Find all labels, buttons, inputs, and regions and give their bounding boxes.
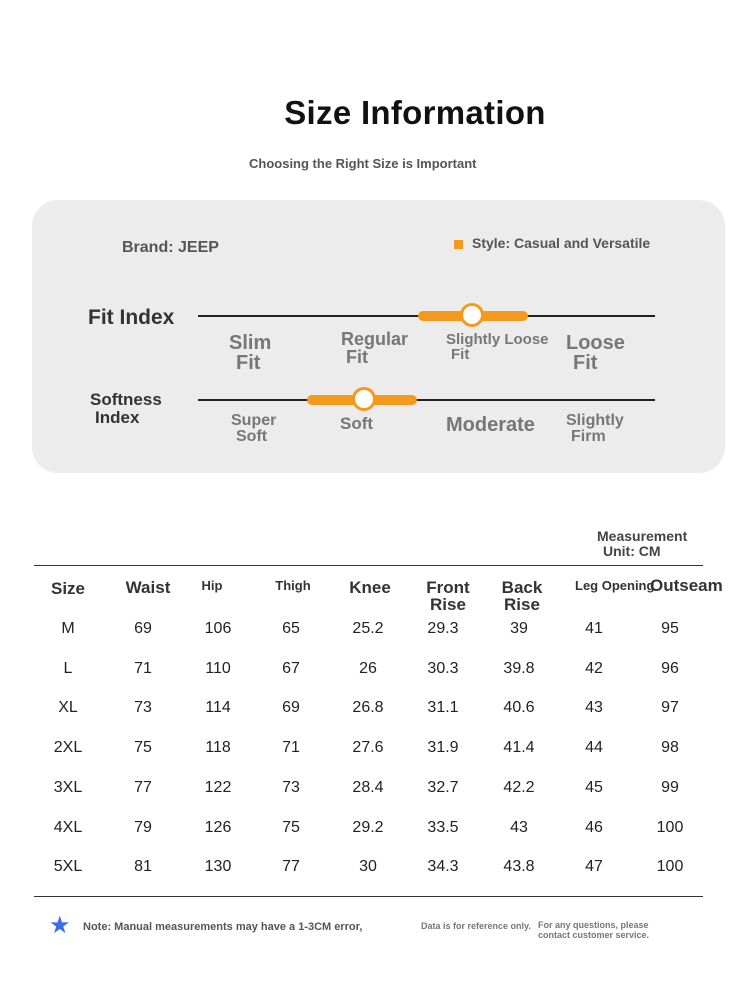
measurement-cell: 27.6 (352, 739, 384, 757)
measurement-cell: 34.3 (427, 858, 459, 876)
measurement-cell: 43.8 (503, 858, 535, 876)
measurement-cell: 73 (134, 699, 152, 717)
fit-option-slightly-loose: Slightly Loose Fit (446, 331, 549, 363)
measurement-cell: 97 (661, 699, 679, 717)
size-cell: 5XL (53, 858, 83, 876)
softness-option-super-soft: Super Soft (231, 412, 277, 445)
measurement-cell: 42.2 (503, 778, 535, 796)
header-thigh: Thigh (275, 578, 311, 593)
measurement-cell: 122 (204, 778, 232, 796)
size-cell: 3XL (53, 778, 83, 796)
measurement-cell: 30.3 (427, 659, 459, 677)
fit-option-loose: Loose Fit (566, 332, 625, 374)
measurement-cell: 30 (359, 858, 377, 876)
softness-option-slightly-firm: Slightly Firm (566, 412, 624, 445)
measurement-cell: 40.6 (503, 699, 535, 717)
measurement-cell: 32.7 (427, 778, 459, 796)
measurement-cell: 100 (656, 858, 684, 876)
measurement-cell: 46 (585, 818, 603, 836)
measurement-cell: 26 (359, 659, 377, 677)
size-cell: XL (58, 699, 78, 717)
measurement-cell: 44 (585, 739, 603, 757)
measurement-cell: 79 (134, 818, 152, 836)
header-outseam: Outseam (650, 576, 723, 595)
measurement-cell: 47 (585, 858, 603, 876)
fit-option-regular: Regular Fit (341, 329, 409, 367)
measurement-cell: 118 (205, 739, 231, 757)
measurement-cell: 29.2 (352, 818, 384, 836)
measurement-cell: 126 (204, 818, 232, 836)
header-knee: Knee (349, 578, 391, 597)
measurement-cell: 75 (134, 739, 152, 757)
square-bullet-icon (454, 240, 463, 249)
softness-option-soft: Soft (340, 414, 374, 433)
size-cell: 4XL (53, 818, 83, 836)
measurement-cell: 95 (661, 620, 679, 637)
measurement-cell: 114 (205, 699, 231, 717)
header-waist: Waist (125, 578, 171, 597)
measurement-cell: 28.4 (352, 778, 384, 796)
star-icon: ★ (49, 912, 71, 939)
measurement-cell: 110 (205, 659, 231, 677)
measurement-cell: 69 (282, 699, 300, 717)
measurement-cell: 41.4 (503, 739, 535, 757)
brand-label: Brand: JEEP (122, 239, 219, 256)
measurement-cell: 25.2 (352, 620, 384, 637)
measurement-cell: 41 (585, 620, 603, 637)
measurement-cell: 130 (204, 858, 232, 876)
measurement-cell: 69 (134, 620, 152, 637)
page-title: Size Information (284, 94, 546, 131)
measurement-cell: 96 (661, 659, 679, 677)
header-back-rise: Back Rise (501, 578, 543, 614)
softness-index-slider-knob (352, 387, 376, 411)
measurement-cell: 31.9 (427, 739, 459, 757)
softness-option-moderate: Moderate (446, 414, 535, 436)
measurement-cell: 43 (585, 699, 603, 717)
measurement-cell: 43 (510, 818, 528, 836)
style-info (454, 235, 650, 251)
measurement-cell: 45 (585, 778, 603, 796)
style-label: Style: Casual and Versatile (472, 235, 651, 251)
fit-index-slider-knob (460, 303, 484, 327)
measurement-cell: 81 (134, 858, 152, 876)
fit-option-slim: Slim Fit (229, 332, 272, 374)
measurement-cell: 77 (134, 778, 152, 796)
measurement-cell: 75 (282, 818, 300, 836)
table-bottom-rule (34, 896, 703, 897)
measurement-cell: 39 (510, 620, 528, 637)
header-size: Size (50, 579, 86, 598)
table-top-rule (34, 565, 703, 566)
footer-note: Note: Manual measurements may have a 1-3CM error, (83, 921, 363, 933)
measurement-cell: 67 (282, 659, 300, 677)
measurement-cell: 65 (282, 620, 300, 637)
measurement-cell: 71 (282, 739, 300, 757)
footer-contact: For any questions, please contact customer service. (538, 920, 650, 940)
size-cell: L (63, 659, 73, 677)
measurement-cell: 42 (585, 659, 603, 677)
measurement-cell: 99 (661, 778, 679, 796)
measurement-cell: 106 (204, 620, 232, 637)
measurement-cell: 39.8 (503, 659, 535, 677)
header-hip: Hip (201, 578, 223, 593)
size-cell: M (61, 620, 75, 637)
measurement-cell: 29.3 (427, 620, 459, 637)
fit-index-label: Fit Index (88, 306, 175, 329)
measurement-cell: 100 (656, 818, 684, 836)
softness-index-track (198, 399, 655, 401)
measurement-unit-note: Measurement Unit: CM (597, 528, 688, 559)
header-leg-opening: Leg Opening (575, 578, 655, 593)
footer-reference: Data is for reference only. (421, 921, 531, 931)
measurement-cell: 98 (661, 739, 679, 757)
size-cell: 2XL (53, 739, 83, 757)
header-front-rise: Front Rise (426, 578, 470, 614)
measurement-cell: 77 (282, 858, 300, 876)
measurement-cell: 73 (282, 778, 300, 796)
measurement-cell: 26.8 (352, 699, 384, 717)
measurement-cell: 31.1 (427, 699, 459, 717)
measurement-cell: 33.5 (427, 818, 459, 836)
measurement-cell: 71 (134, 659, 152, 677)
softness-index-label: Softness Index (90, 390, 162, 427)
page-subtitle: Choosing the Right Size is Important (249, 156, 477, 171)
